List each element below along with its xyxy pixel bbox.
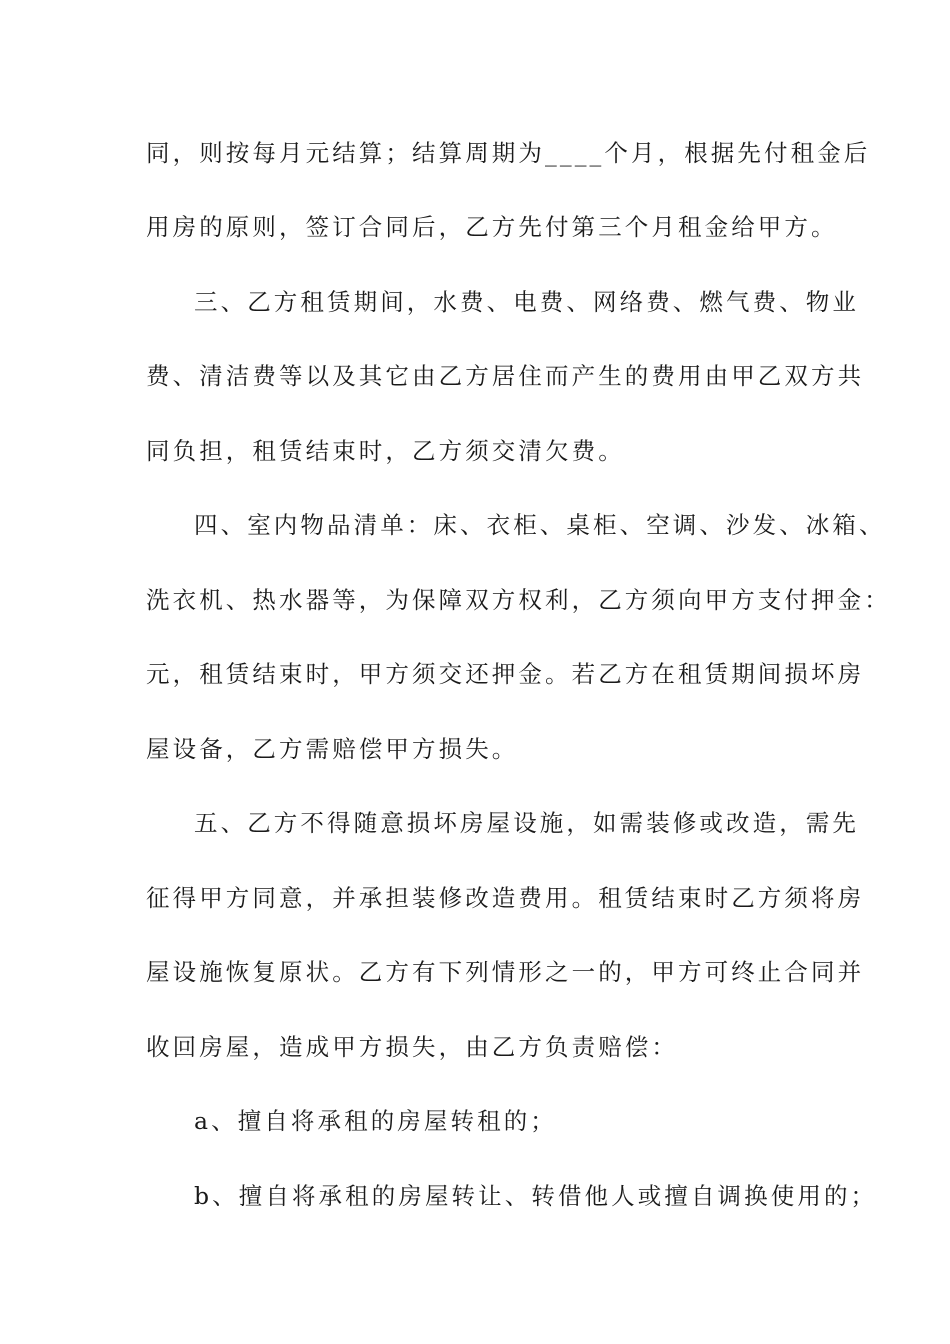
text-line: 同，则按每月元结算；结算周期为____个月，根据先付租金后 — [146, 139, 871, 167]
paragraph-4-start: 四、室内物品清单：床、衣柜、桌柜、空调、沙发、冰箱、 — [194, 511, 886, 539]
text-line: 征得甲方同意，并承担装修改造费用。租赁结束时乙方须将房 — [146, 884, 865, 912]
text-line: 屋设备，乙方需赔偿甲方损失。 — [146, 735, 519, 763]
text-line: 洗衣机、热水器等，为保障双方权利，乙方须向甲方支付押金： — [146, 586, 891, 614]
text-line: 元，租赁结束时，甲方须交还押金。若乙方在租赁期间损坏房 — [146, 660, 865, 688]
text-line: 收回房屋，造成甲方损失，由乙方负责赔偿： — [146, 1033, 678, 1061]
text-line: 同负担，租赁结束时，乙方须交清欠费。 — [146, 437, 625, 465]
list-item-b: b、擅自将承租的房屋转让、转借他人或擅自调换使用的； — [194, 1182, 878, 1210]
paragraph-5-start: 五、乙方不得随意损坏房屋设施，如需装修或改造，需先 — [194, 809, 859, 837]
text-line: 费、清洁费等以及其它由乙方居住而产生的费用由甲乙双方共 — [146, 362, 865, 390]
text-line: 屋设施恢复原状。乙方有下列情形之一的，甲方可终止合同并 — [146, 958, 865, 986]
list-item-a: a、擅自将承租的房屋转租的； — [194, 1107, 557, 1135]
paragraph-3-start: 三、乙方租赁期间，水费、电费、网络费、燃气费、物业 — [194, 288, 859, 316]
text-line: 用房的原则，签订合同后，乙方先付第三个月租金给甲方。 — [146, 213, 838, 241]
